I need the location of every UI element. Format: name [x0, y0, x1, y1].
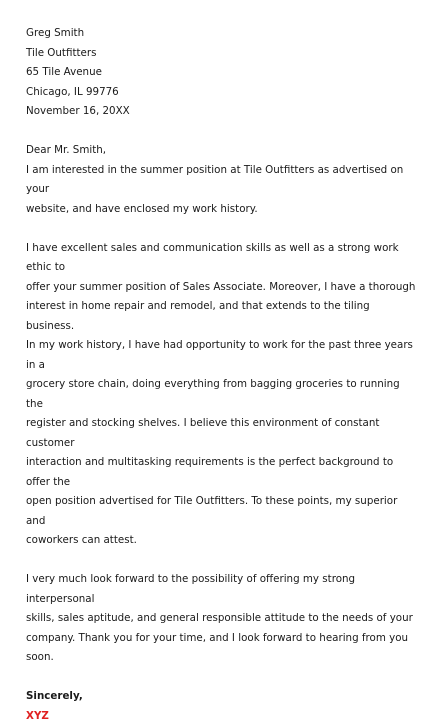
paragraph-line: skills, sales aptitude, and general responsible attitude to the needs of your — [26, 609, 418, 629]
paragraph-line: website, and have enclosed my work history. — [26, 200, 418, 220]
paragraph-line: open position advertised for Tile Outfitters. To these points, my superior and — [26, 492, 418, 531]
sender-company: Tile Outfitters — [26, 44, 418, 64]
signature: XYZ — [26, 707, 418, 726]
paragraph-line: interest in home repair and remodel, and that extends to the tiling business. — [26, 297, 418, 336]
spacer — [26, 122, 418, 142]
sender-city-state-zip: Chicago, IL 99776 — [26, 83, 418, 103]
spacer — [26, 219, 418, 239]
paragraph-line: I am interested in the summer position at Tile Outfitters as advertised on your — [26, 161, 418, 200]
paragraph-line: interaction and multitasking requirements is the perfect background to offer the — [26, 453, 418, 492]
skills-paragraph — [26, 239, 418, 551]
paragraph-line: coworkers can attest. — [26, 531, 418, 551]
paragraph-line: company. Thank you for your time, and I look forward to hearing from you soon. — [26, 629, 418, 668]
intro-paragraph — [26, 161, 418, 220]
paragraph-line: register and stocking shelves. I believe this environment of constant customer — [26, 414, 418, 453]
sender-street: 65 Tile Avenue — [26, 63, 418, 83]
closing: Sincerely, — [26, 687, 418, 707]
paragraph-line: grocery store chain, doing everything from bagging groceries to running the — [26, 375, 418, 414]
sender-block — [26, 24, 418, 122]
cover-letter — [26, 24, 418, 726]
closing-paragraph — [26, 570, 418, 668]
paragraph-line: I have excellent sales and communication skills as well as a strong work ethic to — [26, 239, 418, 278]
paragraph-line: I very much look forward to the possibility of offering my strong interpersonal — [26, 570, 418, 609]
paragraph-line: In my work history, I have had opportunity to work for the past three years in a — [26, 336, 418, 375]
paragraph-line: offer your summer position of Sales Associate. Moreover, I have a thorough — [26, 278, 418, 298]
salutation: Dear Mr. Smith, — [26, 141, 418, 161]
letter-date: November 16, 20XX — [26, 102, 418, 122]
sender-name: Greg Smith — [26, 24, 418, 44]
spacer — [26, 668, 418, 688]
spacer — [26, 551, 418, 571]
